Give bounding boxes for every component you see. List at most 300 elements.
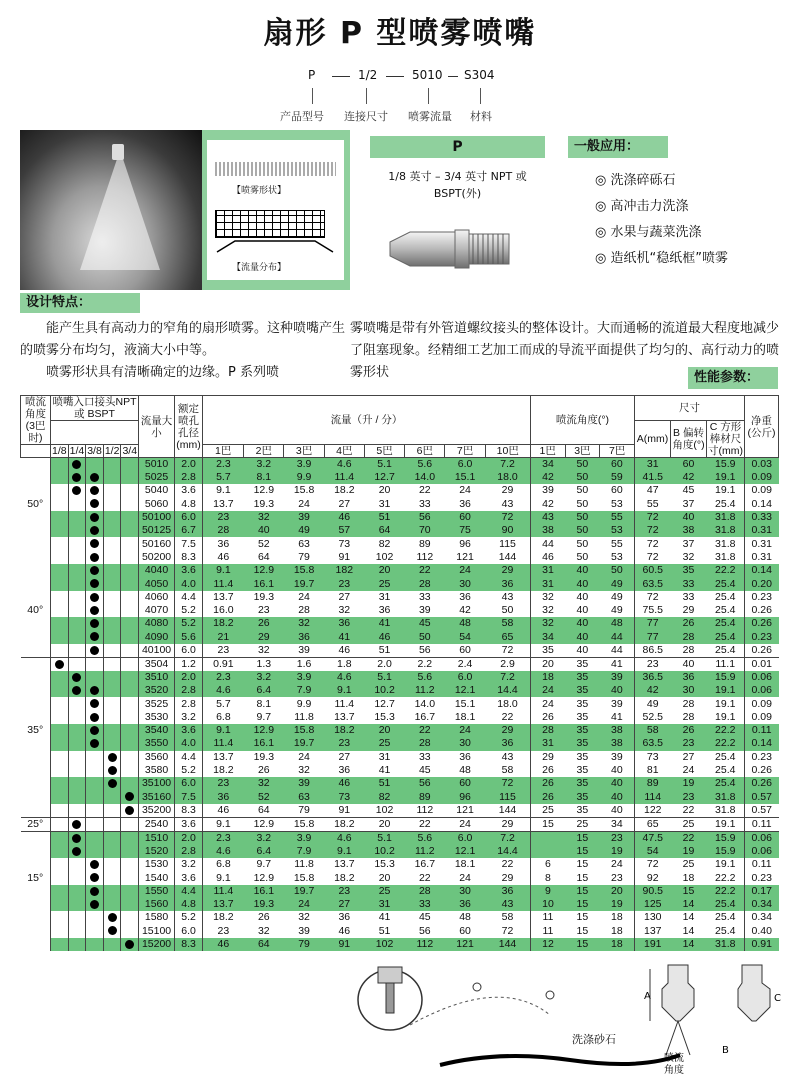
cell-connection	[121, 577, 139, 590]
cell-flow: 30	[445, 885, 485, 898]
cell-spray-deg: 44	[600, 644, 635, 658]
cell-orifice: 5.2	[175, 617, 203, 630]
cell-flow: 18.1	[445, 711, 485, 724]
cell-flow: 5.6	[405, 671, 445, 684]
cell-connection	[121, 537, 139, 550]
cell-weight: 0.31	[745, 551, 779, 564]
cell-connection	[103, 631, 121, 644]
cell-connection	[51, 777, 69, 790]
cell-spray-deg: 18	[600, 938, 635, 951]
cell-connection	[68, 791, 86, 804]
cell-flow-size: 50125	[139, 524, 175, 537]
cell-flow: 13.7	[203, 591, 244, 604]
cell-orifice: 1.2	[175, 657, 203, 671]
cell-connection	[103, 817, 121, 831]
cell-dim-b: 37	[671, 498, 707, 511]
cell-flow: 72	[485, 925, 530, 938]
cell-spray-angle	[21, 858, 51, 871]
cell-flow: 25	[364, 737, 404, 750]
cell-flow: 21	[203, 631, 244, 644]
cell-orifice: 3.6	[175, 871, 203, 884]
cell-connection	[68, 458, 86, 472]
cell-dim-c: 22.2	[707, 737, 745, 750]
cell-spray-deg: 18	[530, 671, 565, 684]
cell-spray-deg: 59	[600, 471, 635, 484]
cell-connection	[68, 898, 86, 911]
cell-connection	[68, 604, 86, 617]
cell-spray-angle	[21, 577, 51, 590]
cell-dim-a: 58	[635, 724, 671, 737]
cell-dim-c: 25.4	[707, 604, 745, 617]
cell-spray-deg: 60	[600, 458, 635, 472]
table-row	[21, 791, 779, 804]
cell-flow: 60	[445, 777, 485, 790]
cell-dim-c: 22.2	[707, 564, 745, 577]
cell-flow: 18.2	[324, 871, 364, 884]
col-dim-c-header: C 方形棒材尺寸(mm)	[708, 421, 743, 457]
cell-spray-deg: 15	[565, 898, 600, 911]
cell-flow: 45	[405, 617, 445, 630]
cell-connection	[51, 831, 69, 845]
cell-spray-deg: 41	[600, 657, 635, 671]
cell-flow: 4.6	[203, 684, 244, 697]
table-row	[21, 885, 779, 898]
cell-connection	[51, 484, 69, 497]
cell-flow: 6.4	[244, 845, 284, 858]
cell-flow: 33	[405, 591, 445, 604]
cell-spray-deg: 39	[530, 484, 565, 497]
performance-table	[20, 395, 779, 951]
cell-connection	[51, 751, 69, 764]
cell-connection	[51, 458, 69, 472]
cell-connection	[121, 524, 139, 537]
cell-dim-c: 11.1	[707, 657, 745, 671]
cell-spray-angle	[21, 697, 51, 710]
connection-dot-icon	[90, 900, 99, 909]
cell-dim-c: 31.8	[707, 791, 745, 804]
cell-dim-a: 72	[635, 591, 671, 604]
cell-spray-deg: 35	[565, 764, 600, 777]
cell-spray-deg: 40	[565, 577, 600, 590]
cell-flow: 14.4	[485, 845, 530, 858]
cell-dim-b: 37	[671, 537, 707, 550]
cell-flow: 56	[405, 644, 445, 658]
cell-flow: 45	[405, 764, 445, 777]
cell-spray-deg: 15	[565, 831, 600, 845]
cell-connection	[86, 524, 104, 537]
cell-flow: 28	[405, 885, 445, 898]
cell-spray-deg: 35	[565, 791, 600, 804]
cell-dim-a: 130	[635, 911, 671, 924]
connection-dot-icon	[90, 526, 99, 535]
table-row	[21, 911, 779, 924]
cell-flow: 39	[284, 777, 324, 790]
col-conn-size-header: 1/4	[69, 445, 85, 457]
application-item: ◎ 水果与蔬菜洗涤	[595, 225, 702, 240]
cell-spray-deg: 53	[600, 498, 635, 511]
cell-flow: 9.1	[324, 845, 364, 858]
cell-dim-a: 47.5	[635, 831, 671, 845]
cell-connection	[103, 737, 121, 750]
cell-flow: 46	[324, 644, 364, 658]
cell-spray-angle	[21, 564, 51, 577]
cell-flow-size: 35160	[139, 791, 175, 804]
cell-flow: 11.8	[284, 711, 324, 724]
col-flow-header: 流量（升 / 分）	[203, 396, 531, 445]
cell-connection	[68, 871, 86, 884]
cell-flow: 5.1	[364, 671, 404, 684]
cell-spray-angle	[21, 644, 51, 658]
cell-flow: 32	[284, 617, 324, 630]
cell-connection	[51, 911, 69, 924]
connection-dot-icon	[72, 686, 81, 695]
table-row	[21, 764, 779, 777]
cell-flow: 7.9	[284, 845, 324, 858]
cell-connection	[51, 898, 69, 911]
cell-dim-c: 19.1	[707, 684, 745, 697]
table-row	[21, 724, 779, 737]
cell-flow: 72	[485, 511, 530, 524]
cell-connection	[121, 684, 139, 697]
cell-dim-b: 25	[671, 817, 707, 831]
table-row	[21, 697, 779, 710]
cell-connection	[86, 498, 104, 511]
cell-orifice: 6.0	[175, 511, 203, 524]
cell-dim-a: 55	[635, 498, 671, 511]
cell-flow: 45	[405, 911, 445, 924]
cell-flow: 41	[364, 764, 404, 777]
cell-spray-angle	[21, 524, 51, 537]
cell-connection	[68, 724, 86, 737]
cell-flow-size: 1510	[139, 831, 175, 845]
cell-flow: 64	[244, 551, 284, 564]
connection-dot-icon	[90, 566, 99, 575]
cell-connection	[103, 511, 121, 524]
cell-flow: 28	[405, 737, 445, 750]
cell-weight: 0.40	[745, 925, 779, 938]
cell-flow: 0.91	[203, 657, 244, 671]
cell-dim-a: 125	[635, 898, 671, 911]
cell-flow-size: 1560	[139, 898, 175, 911]
cell-connection	[103, 831, 121, 845]
connection-dot-icon	[90, 579, 99, 588]
col-flow-bar-header: 4巴	[324, 445, 364, 458]
cell-spray-deg: 50	[565, 498, 600, 511]
cell-flow: 1.3	[244, 657, 284, 671]
cell-spray-angle	[21, 458, 51, 472]
cell-flow: 20	[364, 484, 404, 497]
cell-connection	[51, 564, 69, 577]
cell-flow: 46	[324, 511, 364, 524]
model-part-type: P	[308, 68, 316, 82]
cell-spray-deg: 35	[565, 724, 600, 737]
cell-flow: 39	[284, 925, 324, 938]
cell-connection	[51, 471, 69, 484]
cell-flow: 32	[244, 511, 284, 524]
cell-spray-deg: 42	[530, 498, 565, 511]
cell-flow: 9.1	[324, 684, 364, 697]
cell-orifice: 5.2	[175, 764, 203, 777]
cell-dim-b: 23	[671, 791, 707, 804]
cell-orifice: 4.4	[175, 885, 203, 898]
cell-dim-b: 14	[671, 911, 707, 924]
cell-connection	[121, 938, 139, 951]
cell-connection	[121, 777, 139, 790]
model-dash	[332, 76, 350, 77]
cell-spray-deg: 35	[565, 737, 600, 750]
cell-flow: 29	[485, 724, 530, 737]
col-connection-header: 喷嘴入口接头NPT 或 BSPT	[51, 396, 139, 421]
cell-flow: 9.9	[284, 697, 324, 710]
cell-weight: 0.34	[745, 898, 779, 911]
cell-spray-deg: 38	[600, 724, 635, 737]
cell-spray-deg: 34	[600, 817, 635, 831]
col-flow-bar-header: 2巴	[244, 445, 284, 458]
cell-dim-a: 89	[635, 777, 671, 790]
cell-flow: 19.7	[284, 577, 324, 590]
cell-spray-angle: 40°	[21, 604, 51, 617]
cell-connection	[86, 871, 104, 884]
cell-dim-b: 22	[671, 804, 707, 818]
cell-dim-a: 137	[635, 925, 671, 938]
cell-flow-size: 3510	[139, 671, 175, 684]
cell-dim-a: 72	[635, 537, 671, 550]
cell-flow: 29	[485, 564, 530, 577]
cell-flow: 58	[485, 764, 530, 777]
cell-flow: 112	[405, 804, 445, 818]
cell-flow: 7.2	[485, 458, 530, 472]
model-dash	[448, 76, 458, 77]
table-row	[21, 938, 779, 951]
cell-flow: 43	[485, 498, 530, 511]
table-row	[21, 498, 779, 511]
cell-flow: 73	[324, 791, 364, 804]
cell-flow: 144	[485, 938, 530, 951]
cell-connection	[103, 564, 121, 577]
cell-flow: 64	[244, 938, 284, 951]
model-tick	[428, 88, 429, 104]
cell-connection	[68, 631, 86, 644]
cell-flow: 22	[405, 871, 445, 884]
cell-dim-a: 81	[635, 764, 671, 777]
cell-spray-deg: 39	[600, 697, 635, 710]
applications-header: 一般应用：	[568, 136, 668, 158]
cell-flow: 102	[364, 938, 404, 951]
cell-flow: 27	[324, 591, 364, 604]
cell-spray-angle	[21, 471, 51, 484]
cell-weight: 0.11	[745, 724, 779, 737]
cell-spray-deg: 25	[530, 804, 565, 818]
cell-flow: 39	[284, 644, 324, 658]
connection-dot-icon	[72, 847, 81, 856]
cell-flow: 23	[203, 925, 244, 938]
cell-flow: 58	[485, 911, 530, 924]
cell-spray-deg: 50	[565, 458, 600, 472]
cell-dim-b: 40	[671, 657, 707, 671]
cell-weight: 0.14	[745, 498, 779, 511]
cell-connection	[86, 617, 104, 630]
spray-photo	[20, 130, 202, 290]
cell-spray-deg: 40	[565, 644, 600, 658]
cell-flow: 11.4	[203, 885, 244, 898]
cell-spray-angle: 50°	[21, 498, 51, 511]
cell-flow: 11.4	[324, 697, 364, 710]
cell-spray-deg: 55	[600, 511, 635, 524]
cell-flow: 41	[324, 631, 364, 644]
cell-spray-deg: 15	[530, 817, 565, 831]
cell-orifice: 4.4	[175, 591, 203, 604]
cell-connection	[51, 791, 69, 804]
cell-spray-deg: 19	[600, 845, 635, 858]
cell-spray-deg: 35	[565, 684, 600, 697]
cell-flow: 26	[244, 617, 284, 630]
cell-spray-deg: 18	[600, 925, 635, 938]
cell-flow: 23	[244, 604, 284, 617]
cell-flow: 56	[405, 511, 445, 524]
cell-connection	[103, 684, 121, 697]
cell-flow: 30	[445, 737, 485, 750]
cell-connection	[68, 524, 86, 537]
cell-spray-deg: 40	[565, 564, 600, 577]
cell-spray-deg: 35	[565, 657, 600, 671]
cell-connection	[51, 524, 69, 537]
cell-spray-deg: 48	[600, 617, 635, 630]
dim-a-label: A	[644, 991, 651, 1002]
design-text-left	[20, 318, 348, 384]
cell-flow: 15.1	[445, 697, 485, 710]
cell-connection	[121, 498, 139, 511]
cell-flow: 48	[445, 911, 485, 924]
cell-spray-deg: 50	[600, 564, 635, 577]
connection-dot-icon	[90, 593, 99, 602]
cell-spray-angle	[21, 617, 51, 630]
cell-spray-deg: 23	[600, 831, 635, 845]
cell-dim-c: 15.9	[707, 831, 745, 845]
connection-dot-icon	[90, 873, 99, 882]
cell-flow: 11.8	[284, 858, 324, 871]
cell-flow: 19.3	[244, 498, 284, 511]
cell-connection	[121, 471, 139, 484]
cell-connection	[86, 484, 104, 497]
cell-connection	[86, 817, 104, 831]
cell-dim-c: 25.4	[707, 777, 745, 790]
cell-flow-size: 15200	[139, 938, 175, 951]
cell-dim-b: 14	[671, 898, 707, 911]
cell-spray-deg: 39	[600, 671, 635, 684]
cell-orifice: 8.3	[175, 804, 203, 818]
cell-flow: 3.2	[244, 671, 284, 684]
cell-flow: 36	[324, 764, 364, 777]
cell-flow: 22	[405, 724, 445, 737]
cell-flow: 12.9	[244, 817, 284, 831]
cell-flow: 24	[445, 724, 485, 737]
cell-dim-b: 28	[671, 644, 707, 658]
cell-dim-c: 25.4	[707, 644, 745, 658]
cell-flow: 16.0	[203, 604, 244, 617]
connection-dot-icon	[55, 660, 64, 669]
cell-flow: 18.2	[203, 617, 244, 630]
cell-flow: 75	[445, 524, 485, 537]
installation-illustration	[350, 955, 790, 1075]
product-description	[370, 168, 545, 202]
dim-c-label: C	[774, 993, 781, 1004]
cell-spray-angle	[21, 751, 51, 764]
cell-weight: 0.31	[745, 524, 779, 537]
cell-flow: 31	[364, 751, 404, 764]
cell-connection	[68, 751, 86, 764]
cell-weight: 0.09	[745, 697, 779, 710]
cell-connection	[103, 524, 121, 537]
cell-connection	[86, 724, 104, 737]
cell-dim-a: 63.5	[635, 577, 671, 590]
cell-dim-a: 90.5	[635, 885, 671, 898]
cell-flow: 51	[364, 925, 404, 938]
cell-weight: 0.23	[745, 631, 779, 644]
cell-flow-size: 3504	[139, 657, 175, 671]
cell-flow: 31	[364, 498, 404, 511]
cell-connection	[51, 498, 69, 511]
spray-cone	[80, 150, 160, 270]
cell-dim-b: 15	[671, 885, 707, 898]
cell-connection	[68, 684, 86, 697]
table-row	[21, 858, 779, 871]
product-photo-panel	[20, 130, 350, 290]
cell-flow: 15.3	[364, 711, 404, 724]
cell-connection	[121, 724, 139, 737]
cell-weight: 0.17	[745, 885, 779, 898]
cell-weight: 0.57	[745, 791, 779, 804]
flow-distribution-grid	[215, 210, 325, 238]
cell-flow: 18.2	[324, 817, 364, 831]
cell-dim-a: 75.5	[635, 604, 671, 617]
cell-spray-deg: 32	[530, 617, 565, 630]
cell-flow: 65	[485, 631, 530, 644]
cell-flow: 2.0	[364, 657, 404, 671]
cell-spray-angle	[21, 938, 51, 951]
cell-dim-a: 72	[635, 511, 671, 524]
cell-flow: 29	[485, 817, 530, 831]
connection-dot-icon	[90, 686, 99, 695]
cell-flow-size: 5060	[139, 498, 175, 511]
cell-flow: 18.2	[324, 484, 364, 497]
table-row	[21, 711, 779, 724]
cell-flow: 19.3	[244, 898, 284, 911]
cell-connection	[68, 764, 86, 777]
cell-spray-angle	[21, 885, 51, 898]
cell-connection	[103, 671, 121, 684]
col-flow-size-header: 流量大小	[139, 396, 175, 458]
model-part-conn: 1/2	[358, 68, 378, 82]
cell-flow: 3.2	[244, 458, 284, 472]
cell-spray-deg: 39	[600, 751, 635, 764]
cell-flow: 4.6	[324, 831, 364, 845]
cell-connection	[86, 657, 104, 671]
cell-connection	[86, 631, 104, 644]
cell-weight: 0.01	[745, 657, 779, 671]
cell-flow: 52	[244, 791, 284, 804]
cell-flow: 24	[284, 591, 324, 604]
cell-flow: 33	[405, 898, 445, 911]
cell-spray-angle	[21, 671, 51, 684]
cell-flow: 6.0	[445, 671, 485, 684]
cell-connection	[68, 564, 86, 577]
cell-dim-a: 86.5	[635, 644, 671, 658]
model-dash	[386, 76, 404, 77]
cell-spray-angle	[21, 591, 51, 604]
cell-weight: 0.91	[745, 938, 779, 951]
cell-flow: 144	[485, 551, 530, 564]
cell-flow: 32	[284, 911, 324, 924]
